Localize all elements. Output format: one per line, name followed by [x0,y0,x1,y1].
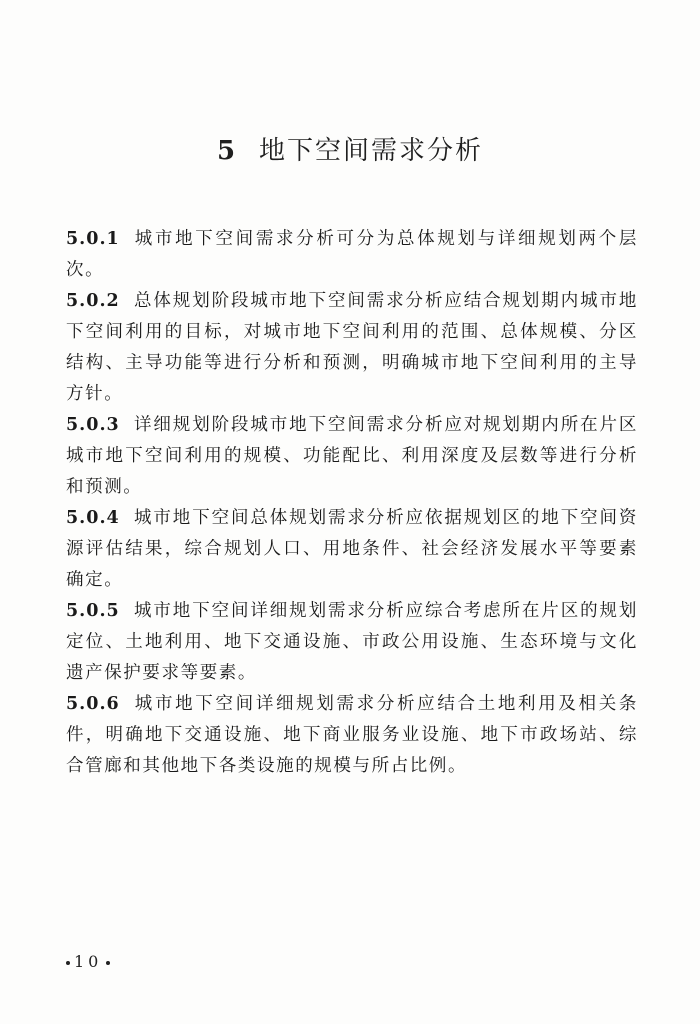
chapter-title [0,130,700,167]
clause-number: 5.0.5 [66,601,120,621]
clause-5-0-4 [66,503,638,596]
clause-text: 城市地下空间总体规划需求分析应依据规划区的地下空间资源评估结果，综合规划人口、用地条件、社会经济发展水平等要素确定。 [66,508,638,590]
clause-text: 城市地下空间需求分析可分为总体规划与详细规划两个层次。 [66,229,638,280]
clause-5-0-6 [66,689,638,782]
clause-number: 5.0.2 [66,291,120,311]
page-number [62,952,114,971]
clause-list [66,224,638,782]
clause-number: 5.0.1 [66,229,120,249]
clause-number: 5.0.3 [66,415,120,435]
clause-5-0-2 [66,286,638,410]
chapter-title-text: 地下空间需求分析 [259,136,484,166]
clause-5-0-1 [66,224,638,286]
bullet-dot-icon [66,961,70,965]
clause-number: 5.0.4 [66,508,120,528]
clause-text: 城市地下空间详细规划需求分析应综合考虑所在片区的规划定位、土地利用、地下交通设施、市政公用设施、生态环境与文化遗产保护要求等要素。 [66,601,638,683]
clause-5-0-5 [66,596,638,689]
clause-number: 5.0.6 [66,694,120,714]
clause-text: 详细规划阶段城市地下空间需求分析应对规划期内所在片区城市地下空间利用的规模、功能配比、利用深度及层数等进行分析和预测。 [66,415,638,497]
page-number-text: 10 [74,952,103,971]
clause-text: 城市地下空间详细规划需求分析应结合土地利用及相关条件，明确地下交通设施、地下商业服务业设施、地下市政场站、综合管廊和其他地下各类设施的规模与所占比例。 [66,694,638,776]
chapter-number: 5 [216,136,238,166]
clause-text: 总体规划阶段城市地下空间需求分析应结合规划期内城市地下空间利用的目标，对城市地下空间利用的范围、总体规模、分区结构、主导功能等进行分析和预测，明确城市地下空间利用的主导方针。 [66,291,638,404]
bullet-dot-icon [106,961,110,965]
clause-5-0-3 [66,410,638,503]
